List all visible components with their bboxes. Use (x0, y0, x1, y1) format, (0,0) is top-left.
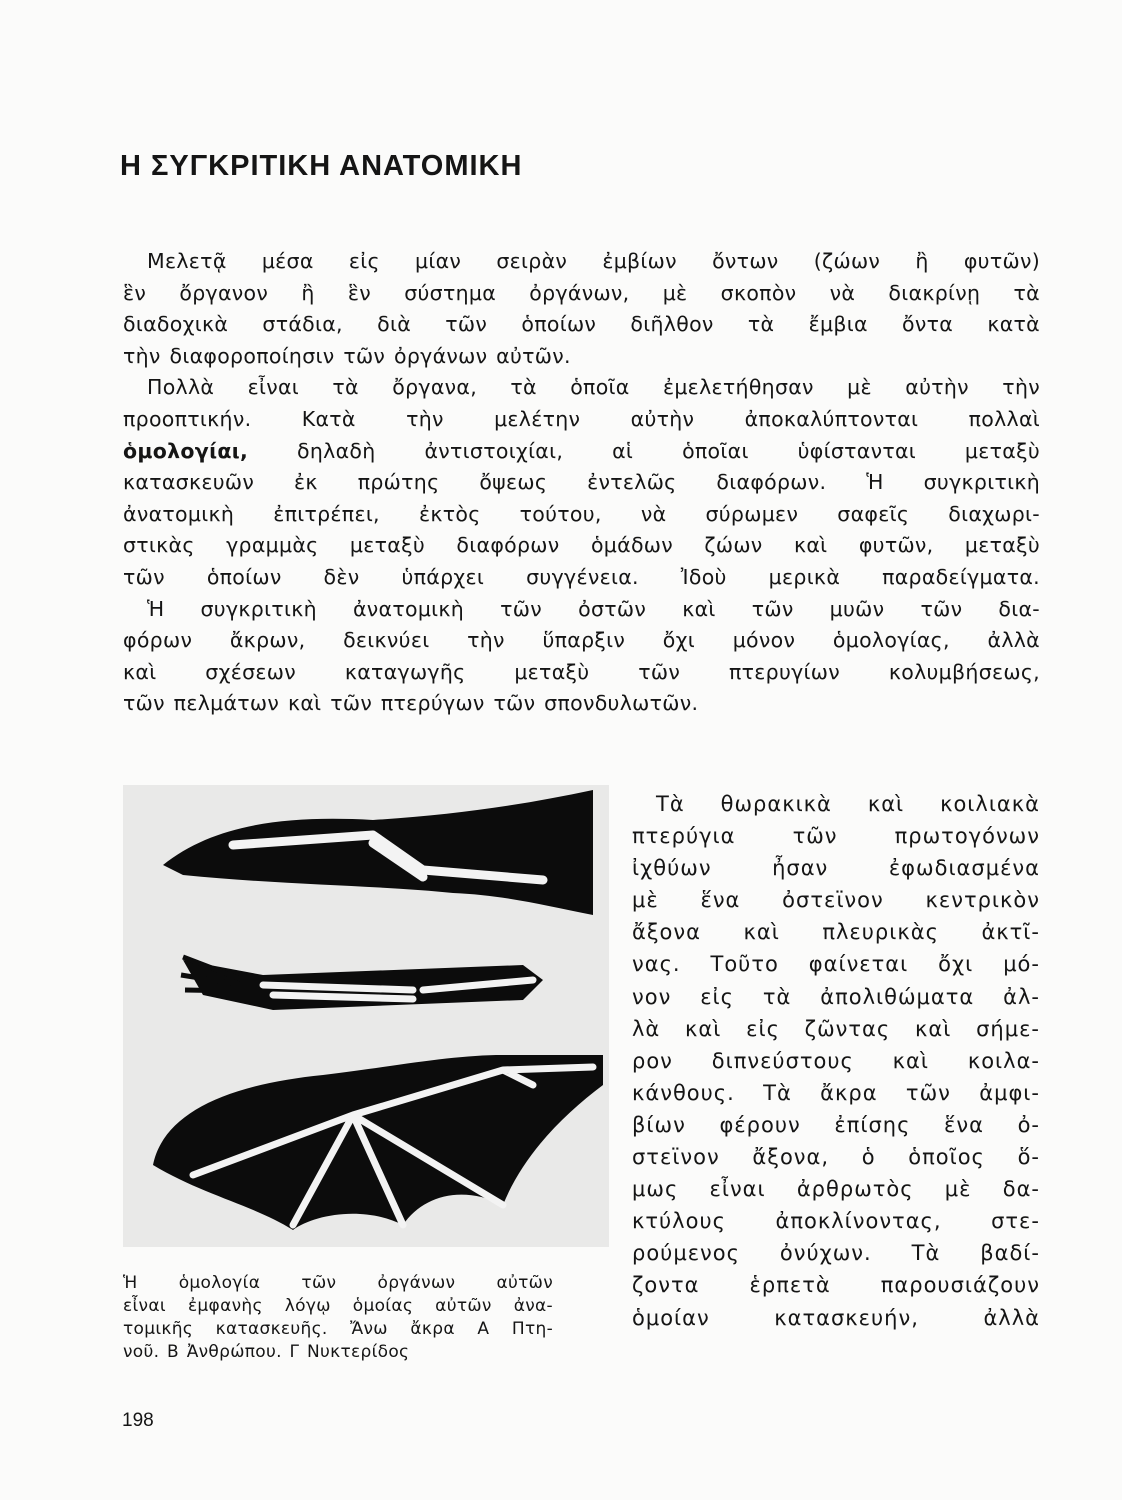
text-line: μως εἶναι ἀρθρωτὸς μὲ δα- (632, 1177, 1040, 1202)
text-line: τὴν διαφοροποίησιν τῶν ὀργάνων αὐτῶν. (123, 343, 571, 368)
text-line: τῶν πελμάτων καὶ τῶν πτερύγων τῶν σπονδυλωτῶν. (123, 691, 699, 716)
main-text (123, 246, 1040, 720)
page-number: 198 (122, 1410, 154, 1431)
text-line: νον εἰς τὰ ἀπολιθώματα ἀλ- (632, 984, 1040, 1009)
text-line: μὲ ἕνα ὀστεϊνον κεντρικὸν (632, 888, 1040, 913)
text-line: ἓν ὄργανον ἢ ἓν σύστημα ὀργάνων, μὲ σκοπὸν νὰ διακρίνῃ τὰ (123, 280, 1040, 305)
text-line: πτερύγια τῶν πρωτογόνων (632, 824, 1040, 849)
text-line: ἄξονα καὶ πλευρικὰς ἀκτῖ- (632, 920, 1040, 945)
text-line: ἀνατομικὴ ἐπιτρέπει, ἐκτὸς τούτου, νὰ σύρωμεν σαφεῖς διαχωρι- (123, 501, 1040, 526)
human-arm (181, 957, 543, 1010)
text-line: στεϊνον ἄξονα, ὁ ὁποῖος ὅ- (632, 1145, 1040, 1170)
text-line: καὶ σχέσεων καταγωγῆς μεταξὺ τῶν πτερυγίων κολυμβήσεως, (123, 659, 1040, 684)
bold-term: ὁμολογίαι, (123, 438, 249, 463)
text-line: ρούμενος ὀνύχων. Τὰ βαδί- (632, 1241, 1040, 1266)
text-line: στικὰς γραμμὰς μεταξὺ διαφόρων ὁμάδων ζώων καὶ φυτῶν, μεταξὺ (123, 533, 1040, 558)
text-line-rest: δηλαδὴ ἀντιστοιχίαι, αἱ ὁποῖαι ὑφίστανται μεταξὺ (248, 438, 1040, 463)
text-line: ζοντα ἑρπετὰ παρουσιάζουν (632, 1273, 1040, 1298)
text-line: βίων φέρουν ἐπίσης ἕνα ὀ- (632, 1112, 1040, 1137)
text-line: ρον διπνεύστους καὶ κοιλα- (632, 1048, 1040, 1073)
text-line: τῶν ὁποίων δὲν ὑπάρχει συγγένεια. Ἰδοὺ μερικὰ παραδείγματα. (123, 564, 1040, 589)
text-line: Μελετᾷ μέσα εἰς μίαν σειρὰν ἐμβίων ὄντων (ζώων ἢ φυτῶν) (147, 249, 1040, 273)
text-line: λὰ καὶ εἰς ζῶντας καὶ σήμε- (632, 1016, 1040, 1041)
bird-wing (163, 790, 593, 915)
figure-caption (123, 1272, 553, 1364)
text-line: Πολλὰ εἶναι τὰ ὄργανα, τὰ ὁποῖα ἐμελετήθησαν μὲ αὐτὴν τὴν (147, 375, 1040, 400)
text-line: προοπτικήν. Κατὰ τὴν μελέτην αὐτὴν ἀποκαλύπτονται πολλαὶ (123, 406, 1040, 431)
right-column-text (632, 788, 1040, 1334)
page-title: Η ΣΥΓΚΡΙΤΙΚΗ ΑΝΑΤΟΜΙΚΗ (120, 150, 523, 182)
text-line: Ἡ συγκριτικὴ ἀνατομικὴ τῶν ὀστῶν καὶ τῶν μυῶν τῶν δια- (147, 596, 1040, 621)
text-line: διαδοχικὰ στάδια, διὰ τῶν ὁποίων διῆλθον τὰ ἔμβια ὄντα κατὰ (123, 312, 1040, 337)
text-line: κάνθους. Τὰ ἄκρα τῶν ἀμφι- (632, 1080, 1040, 1105)
text-line: ὁμοίαν κατασκευήν, ἀλλὰ (632, 1305, 1040, 1330)
caption-line: τομικῆς κατασκευῆς. Ἄνω ἄκρα Α Πτη- (123, 1319, 553, 1339)
text-line: νας. Τοῦτο φαίνεται ὄχι μό- (632, 952, 1040, 977)
text-line: ἰχθύων ἦσαν ἐφωδιασμένα (632, 856, 1040, 881)
text-line: Τὰ θωρακικὰ καὶ κοιλιακὰ (656, 792, 1040, 816)
text-line (123, 436, 1040, 468)
bat-wing (153, 1055, 603, 1230)
caption-line: νοῦ. Β Ἀνθρώπου. Γ Νυκτερίδος (123, 1342, 410, 1362)
text-line: φόρων ἄκρων, δεικνύει τὴν ὕπαρξιν ὄχι μόνον ὁμολογίας, ἀλλὰ (123, 628, 1040, 653)
limb-homology-figure (123, 785, 609, 1247)
caption-line: εἶναι ἐμφανὴς λόγῳ ὁμοίας αὐτῶν ἀνα- (123, 1296, 553, 1316)
text-line: κτύλους ἀποκλίνοντας, στε- (632, 1209, 1040, 1234)
limb-illustration (123, 785, 609, 1247)
caption-line: Ἡ ὁμολογία τῶν ὀργάνων αὐτῶν (123, 1273, 553, 1293)
text-line: κατασκευῶν ἐκ πρώτης ὄψεως ἐντελῶς διαφόρων. Ἡ συγκριτικὴ (123, 470, 1040, 495)
